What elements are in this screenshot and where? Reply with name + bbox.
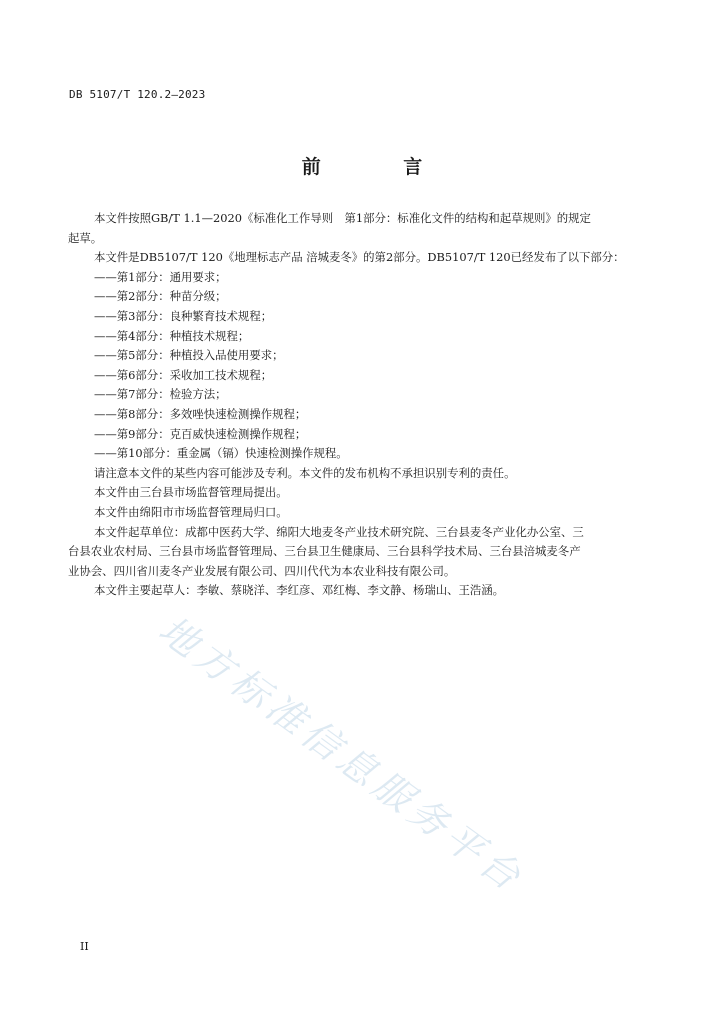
document-body <box>68 209 641 601</box>
list-item: ——第6部分：采收加工技术规程； <box>94 367 273 382</box>
parts-list <box>94 268 641 464</box>
intro-line-1: 本文件按照GB/T 1.1—2020《标准化工作导则 第1部分：标准化文件的结构和起草规则》的规定 <box>94 211 591 225</box>
drafting-units-line-3: 业协会、四川省川麦冬产业发展有限公司、四川代代为本农业科技有限公司。 <box>68 563 456 578</box>
drafting-units-line-2: 台县农业农村局、三台县市场监督管理局、三台县卫生健康局、三台县科学技术局、三台县涪城麦冬产 <box>68 544 581 559</box>
intro-paragraph-2: 本文件是DB5107/T 120《地理标志产品 涪城麦冬》的第2部分。DB5107/T 120已经发布了以下部分： <box>94 250 625 265</box>
list-item: ——第1部分：通用要求； <box>94 269 227 284</box>
document-code: DB 5107/T 120.2—2023 <box>69 88 206 101</box>
drafting-units-line-1: 本文件起草单位：成都中医药大学、绵阳大地麦冬产业技术研究院、三台县麦冬产业化办公室、三 <box>94 524 584 539</box>
list-item: ——第8部分：多效唑快速检测操作规程； <box>94 406 307 421</box>
main-drafters: 本文件主要起草人：李敏、蔡晓洋、李红彦、邓红梅、李文静、杨瑞山、王浩涵。 <box>94 583 505 598</box>
managed-by: 本文件由绵阳市市场监督管理局归口。 <box>94 504 288 519</box>
list-item: ——第9部分：克百威快速检测操作规程； <box>94 426 307 441</box>
list-item: ——第2部分：种苗分级； <box>94 289 227 304</box>
page-title: 前 言 <box>301 156 461 178</box>
list-item: ——第4部分：种植技术规程； <box>94 328 250 343</box>
list-item: ——第7部分：检验方法； <box>94 387 227 402</box>
list-item: ——第5部分：种植投入品使用要求； <box>94 348 284 363</box>
page-number: II <box>80 940 89 953</box>
list-item: ——第10部分：重金属（镉）快速检测操作规程。 <box>94 446 348 461</box>
watermark: 地方标准信息服务平台 <box>150 607 533 902</box>
intro-line-2: 起草。 <box>68 230 103 245</box>
proposed-by: 本文件由三台县市场监督管理局提出。 <box>94 485 288 500</box>
list-item: ——第3部分：良种繁育技术规程； <box>94 308 273 323</box>
drafting-units <box>68 523 641 582</box>
intro-paragraph-1 <box>68 209 641 248</box>
patent-notice: 请注意本文件的某些内容可能涉及专利。本文件的发布机构不承担识别专利的责任。 <box>94 465 516 480</box>
